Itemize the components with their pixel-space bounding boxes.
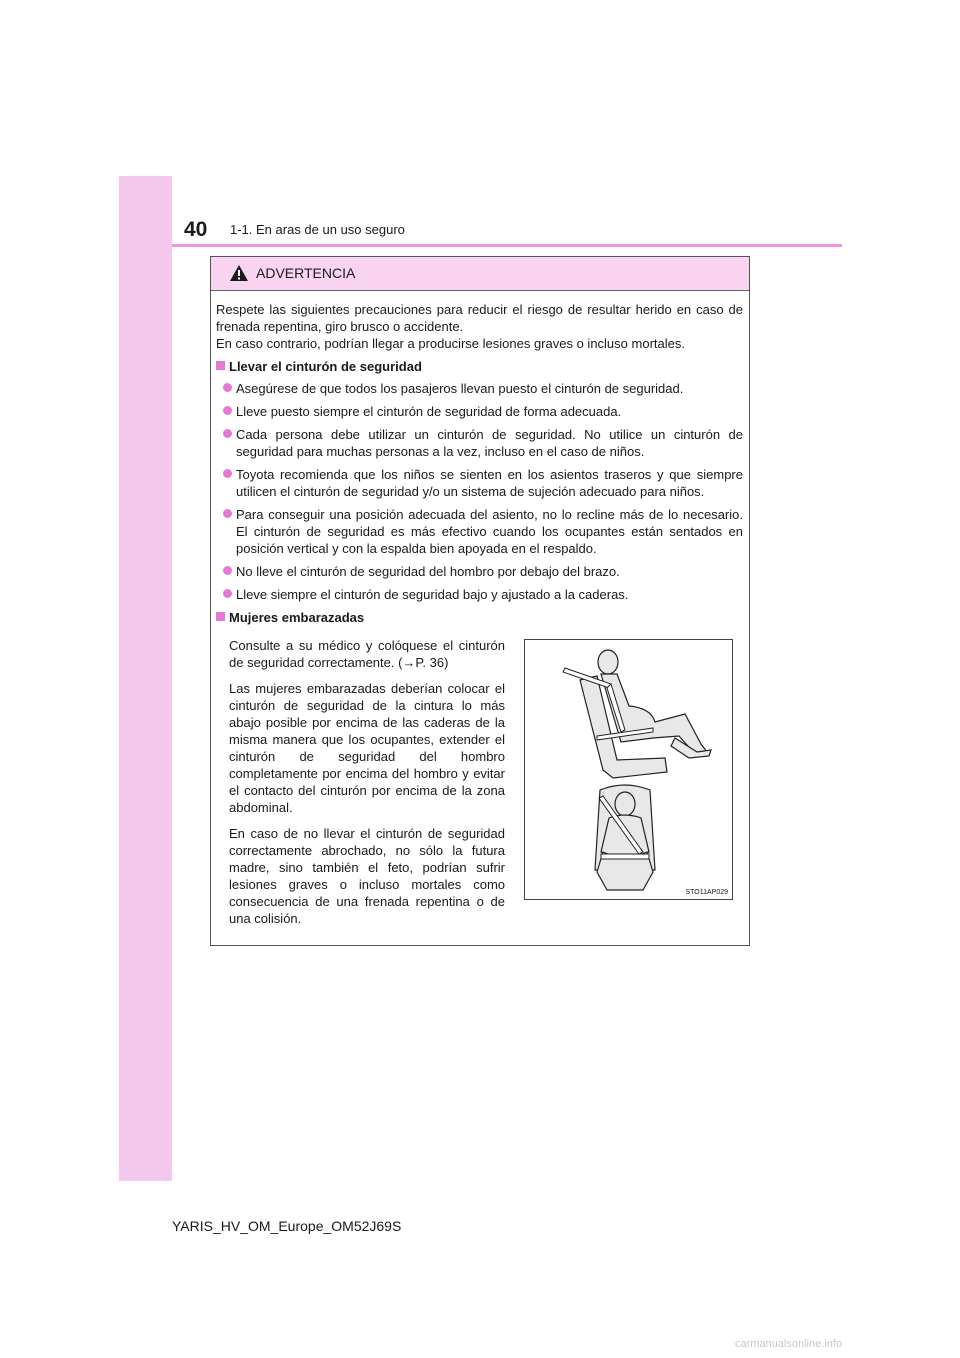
header-rule bbox=[172, 244, 842, 247]
list-item: Lleve puesto siempre el cinturón de seguridad de forma adecuada. bbox=[216, 403, 743, 420]
intro-text: Respete las siguientes precauciones para reducir el riesgo de resultar herido en caso de frenada repentina, giro brusco o accidente. bbox=[216, 302, 743, 334]
page-number: 40 bbox=[184, 218, 208, 241]
pregnant-seatbelt-illustration bbox=[524, 639, 733, 900]
pregnant-heading: Mujeres embarazadas bbox=[216, 609, 743, 626]
warning-box bbox=[210, 256, 750, 946]
pregnant-text bbox=[229, 637, 505, 936]
circle-bullet-icon bbox=[223, 469, 232, 478]
circle-bullet-icon bbox=[223, 509, 232, 518]
list-item: Asegúrese de que todos los pasajeros llevan puesto el cinturón de seguridad. bbox=[216, 380, 743, 397]
section-title: 1-1. En aras de un uso seguro bbox=[230, 222, 405, 237]
pregnant-paragraph: En caso de no llevar el cinturón de seguridad correctamente abrochado, no sólo la futura madre, sino también el feto, podrían sufrir lesiones graves o incluso mortales como consecuencia de una frenada repentina o de una colisión. bbox=[229, 826, 505, 926]
warning-header bbox=[211, 257, 749, 291]
circle-bullet-icon bbox=[223, 589, 232, 598]
figure-code: STO11AP029 bbox=[685, 889, 728, 896]
list-item: Lleve siempre el cinturón de seguridad bajo y ajustado a la caderas. bbox=[216, 586, 743, 603]
pregnant-paragraph: Las mujeres embarazadas deberían colocar el cinturón de seguridad de la cintura lo más abajo posible por encima de las caderas de la misma manera que los ocupantes, extender el cinturón de seguridad del hombro completamente por encima del hombro y evitar el contacto del cinturón por encima de la zona abdominal. bbox=[229, 681, 505, 815]
footer-doc-id: YARIS_HV_OM_Europe_OM52J69S bbox=[172, 1218, 402, 1234]
square-bullet-icon bbox=[216, 612, 225, 621]
square-bullet-icon bbox=[216, 361, 225, 370]
warning-body bbox=[216, 301, 743, 631]
list-item: Toyota recomienda que los niños se sienten en los asientos traseros y que siempre utilicen el cinturón de seguridad y/o un sistema de sujeción adecuado para niños. bbox=[216, 466, 743, 500]
circle-bullet-icon bbox=[223, 566, 232, 575]
seatbelt-heading: Llevar el cinturón de seguridad bbox=[216, 358, 743, 375]
watermark: carmanualsonline.info bbox=[735, 1338, 843, 1350]
circle-bullet-icon bbox=[223, 383, 232, 392]
list-item: No lleve el cinturón de seguridad del hombro por debajo del brazo. bbox=[216, 563, 743, 580]
circle-bullet-icon bbox=[223, 406, 232, 415]
list-item: Cada persona debe utilizar un cinturón de seguridad. No utilice un cinturón de seguridad para muchas personas a la vez, incluso en el caso de niños. bbox=[216, 426, 743, 460]
sidebar-tab bbox=[119, 176, 172, 1181]
warning-triangle-icon bbox=[229, 264, 249, 282]
circle-bullet-icon bbox=[223, 429, 232, 438]
intro-text: En caso contrario, podrían llegar a producirse lesiones graves o incluso mortales. bbox=[216, 336, 685, 351]
seatbelt-illustration-drawing bbox=[525, 640, 732, 899]
list-item: Para conseguir una posición adecuada del asiento, no lo recline más de lo necesario. El cinturón de seguridad es más efectivo cuando los ocupantes están sentados en posición vertical y con la espalda bien apoyada en el respaldo. bbox=[216, 506, 743, 557]
warning-title: ADVERTENCIA bbox=[256, 265, 356, 281]
pregnant-paragraph: Consulte a su médico y colóquese el cinturón de seguridad correctamente. (→P. 36) bbox=[229, 638, 505, 670]
